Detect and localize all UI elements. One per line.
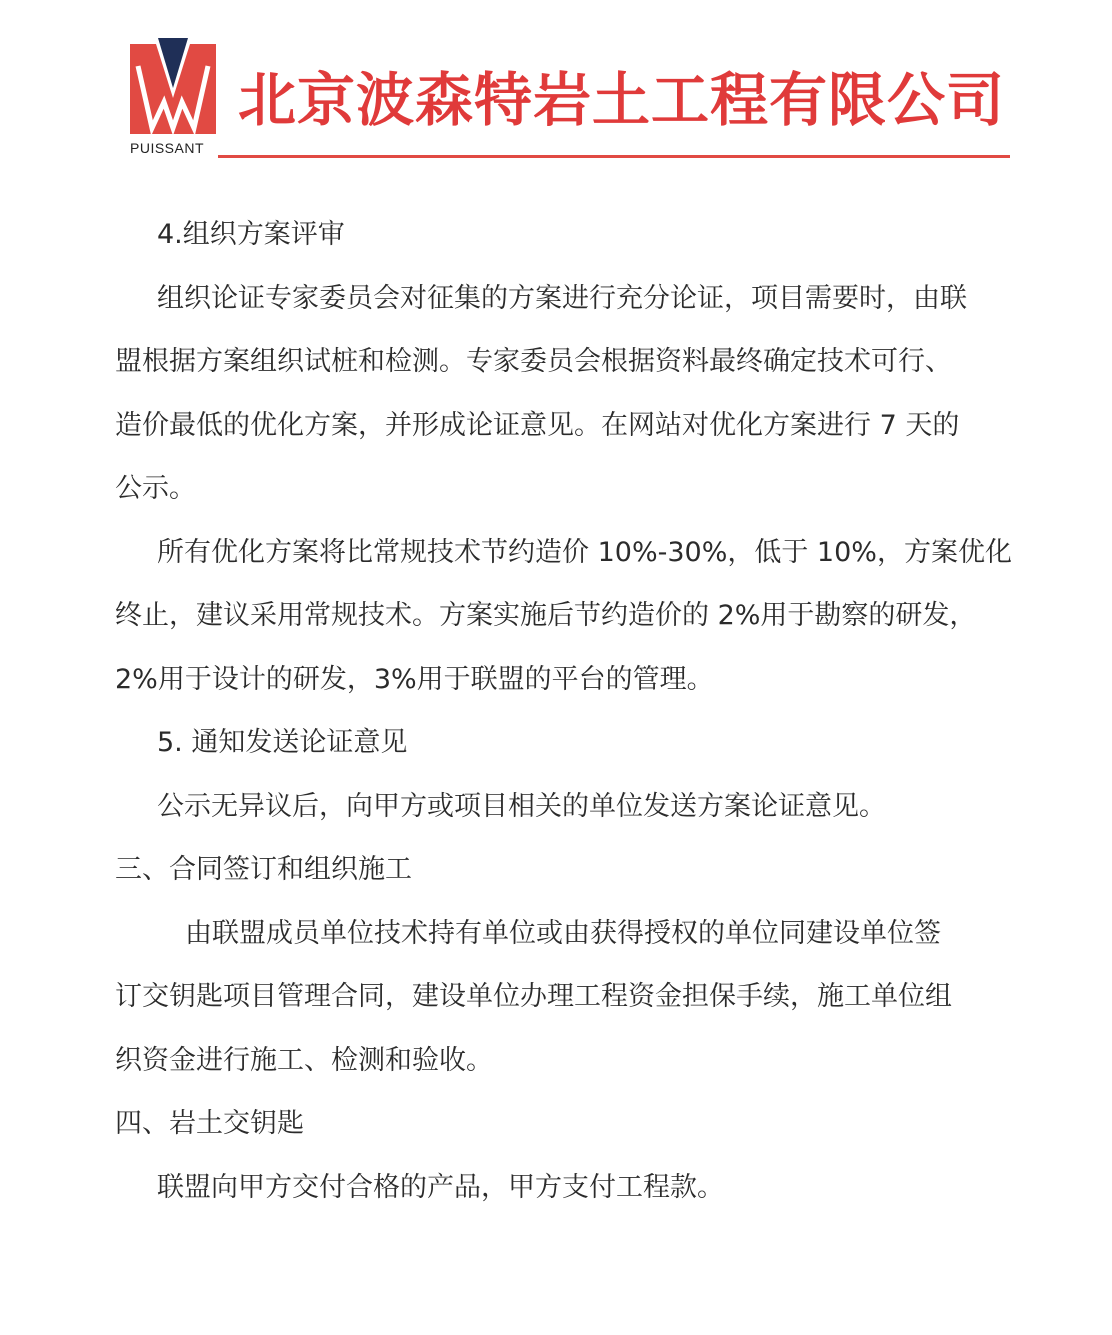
paragraph-line: 公示。 xyxy=(115,473,196,504)
paragraph-line: 联盟向甲方交付合格的产品，甲方支付工程款。 xyxy=(157,1171,724,1203)
section-heading: 三、合同签订和组织施工 xyxy=(115,854,412,885)
letterhead xyxy=(0,0,1112,170)
paragraph-line: 由联盟成员单位技术持有单位或由获得授权的单位同建设单位签 xyxy=(185,917,941,949)
paragraph-line: 盟根据方案组织试桩和检测。专家委员会根据资料最终确定技术可行、 xyxy=(115,346,952,377)
header-divider xyxy=(218,155,1010,158)
paragraph-line: 织资金进行施工、检测和验收。 xyxy=(115,1044,493,1076)
paragraph-line: 所有优化方案将比常规技术节约造价 10%-30%，低于 10%，方案优化 xyxy=(157,536,1012,568)
paragraph-line: 终止，建议采用常规技术。方案实施后节约造价的 2%用于勘察的研发， xyxy=(115,600,977,631)
company-logo xyxy=(128,36,218,158)
paragraph-line: 订交钥匙项目管理合同，建设单位办理工程资金担保手续，施工单位组 xyxy=(115,981,952,1012)
paragraph-line: 造价最低的优化方案，并形成论证意见。在网站对优化方案进行 7 天的 xyxy=(115,409,960,441)
section-heading: 5. 通知发送论证意见 xyxy=(157,727,408,758)
paragraph-line: 组织论证专家委员会对征集的方案进行充分论证，项目需要时，由联 xyxy=(157,282,967,314)
paragraph-line: 2%用于设计的研发，3%用于联盟的平台的管理。 xyxy=(115,663,714,695)
section-heading: 4.组织方案评审 xyxy=(157,219,345,250)
document-body xyxy=(115,203,1012,1219)
section-heading: 四、岩土交钥匙 xyxy=(115,1108,304,1139)
paragraph-line: 公示无异议后，向甲方或项目相关的单位发送方案论证意见。 xyxy=(157,790,886,822)
logo-text: PUISSANT xyxy=(130,140,205,156)
company-name: 北京波森特岩土工程有限公司 xyxy=(238,66,1006,134)
puissant-logo-icon xyxy=(128,36,218,136)
